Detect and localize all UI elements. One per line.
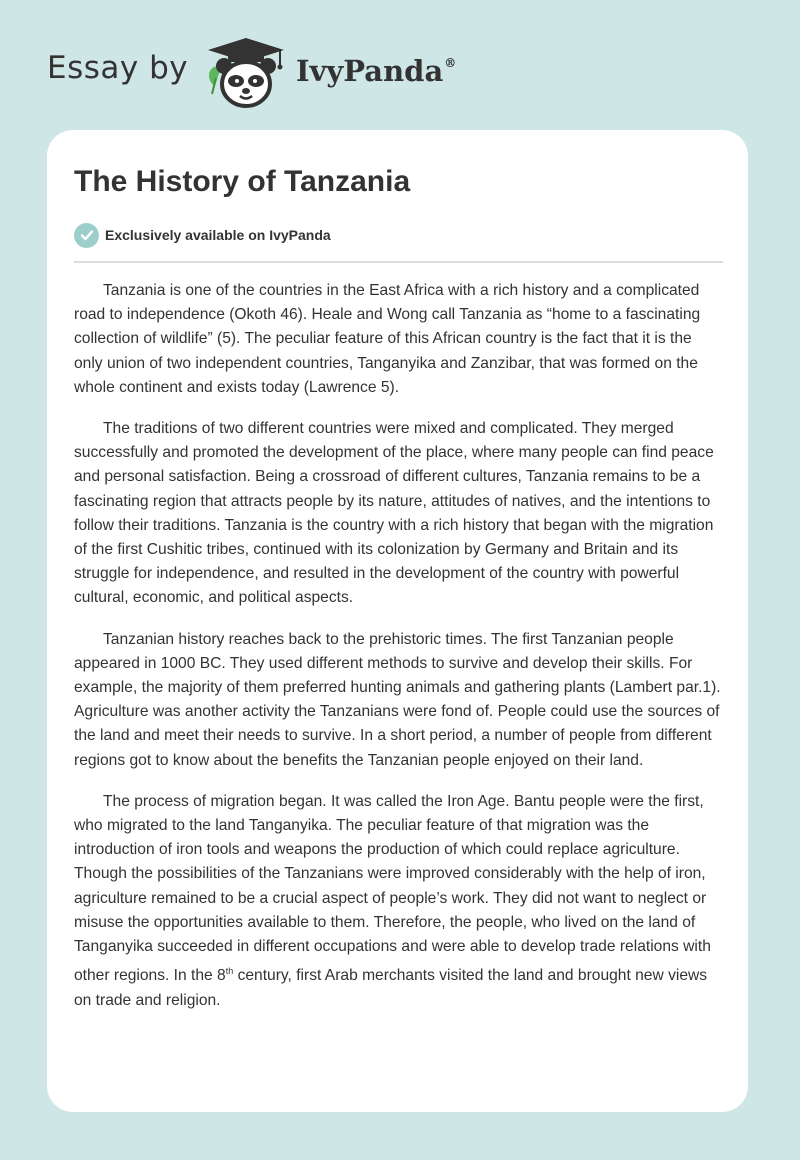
brand-name-text: IvyPanda [296,54,444,88]
divider [74,261,723,263]
essay-body [74,279,724,1030]
brand-name[interactable] [296,54,456,88]
trademark-symbol: ® [444,56,457,70]
paragraph-text: century, first Arab merchants visited the land and brought new views on trade and religion. [74,967,708,1009]
site-header [0,0,800,130]
page-title: The History of Tanzania [74,165,411,198]
ordinal-suffix: th [225,966,234,977]
paragraph: The traditions of two different countries were mixed and complicated. They merged successfully and promoted the development of the place, where many people can find peace and personal satisfaction. Being a crossroad of different cultures, Tanzania remains to be a fascinating region that attracts people by its nature, attitudes of natives, and the intentions to follow their traditions. Tanzania is the country with a rich history that began with the migration of the first Cushitic tribes, continued with its colonization by Germany and Britain and its struggle for independence, and resulted in the development of the country with powerful cultural, economic, and political aspects. [74,420,714,607]
ivypanda-logo-icon[interactable] [200,36,292,110]
brand-prefix: Essay by [47,50,189,86]
paragraph: Tanzania is one of the countries in the East Africa with a rich history and a complicated road to independence (Okoth 46). Heale and Wong call Tanzania as “home to a fascinating collection of wildlife” (5). The peculiar feature of this African country is the fact that it is the only union of two independent countries, Tanganyika and Zanzibar, that was formed on the whole continent and exists today (Lawrence 5). [74,282,701,396]
paragraph [74,790,724,1013]
exclusive-badge [74,222,331,248]
paragraph: Tanzanian history reaches back to the prehistoric times. The first Tanzanian people appeared in 1000 BC. They used different methods to survive and develop their skills. For example, the majority of them preferred hunting animals and gathering plants (Lambert par.1). Agriculture was another activity the Tanzanians were fond of. People could use the sources of the land and meet their needs to survive. In a short period, a number of people from different regions got to know about the benefits the Tanzanian people enjoyed on their land. [74,630,721,769]
badge-text: Exclusively available on IvyPanda [105,227,331,243]
checkmark-icon [74,223,99,248]
essay-card [47,130,748,1112]
paragraph-text: The process of migration began. It was called the Iron Age. Bantu people were the first, who migrated to the land Tanganyika. The peculiar feature of that migration was the introduction of iron tools and weapons the production of which could replace agriculture. Though the possibilities of the Tanzanians were improved considerably with the help of iron, agriculture remained to be a crucial aspect of people’s work. They did not want to neglect or misuse the opportunities available to them. Therefore, the people, who lived on the land of Tanganyika succeeded in different occupations and were able to develop trade relations with other regions. In the 8 [74,792,711,985]
